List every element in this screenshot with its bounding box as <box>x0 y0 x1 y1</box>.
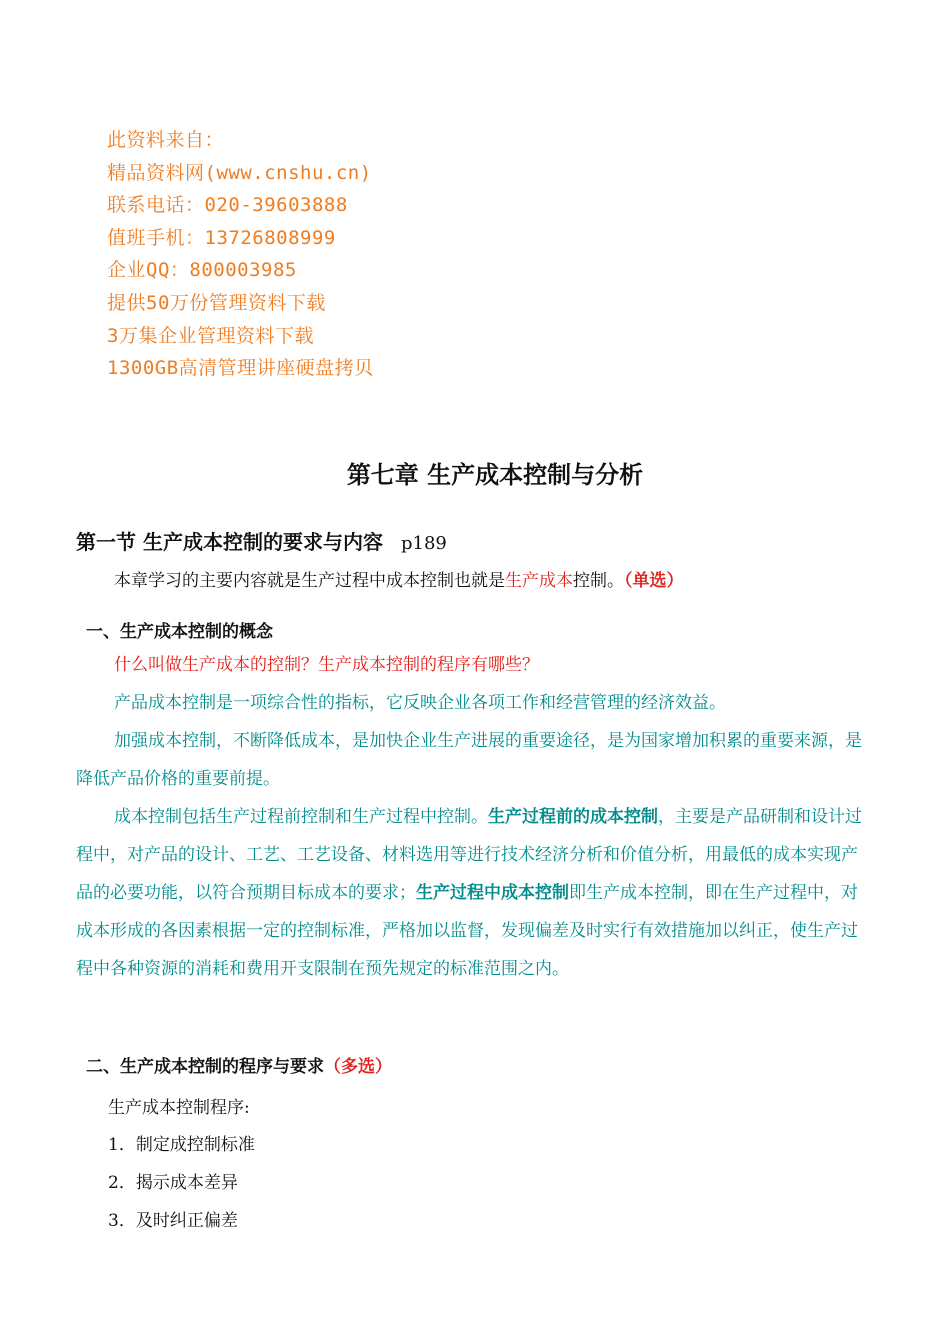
part1-question: 什么叫做生产成本的控制？生产成本控制的程序有哪些？ <box>114 655 539 675</box>
intro-text: 本章学习的主要内容就是生产过程中成本控制也就是 <box>114 571 505 591</box>
part1-heading: 一、生产成本控制的概念 <box>86 622 273 642</box>
part2-tag: （多选） <box>324 1057 392 1077</box>
part1-paragraph-2: 加强成本控制，不断降低成本，是加快企业生产进展的重要途径，是为国家增加积累的重要来源，是降低产品价格的重要前提。 <box>76 731 862 789</box>
promo-line: 企业QQ：800003985 <box>107 259 297 282</box>
program-label: 生产成本控制程序: <box>108 1098 250 1118</box>
list-item: 3．及时纠正偏差 <box>108 1211 238 1231</box>
section-title: 第一节 生产成本控制的要求与内容 <box>76 530 383 554</box>
p3-emphasis-pre: 生产过程前的成本控制 <box>488 807 658 827</box>
part2-heading-text: 二、生产成本控制的程序与要求 <box>86 1057 324 1077</box>
promo-line: 联系电话：020-39603888 <box>107 194 348 217</box>
intro-highlight: 生产成本 <box>505 571 573 591</box>
list-item: 1．制定成控制标准 <box>108 1135 255 1155</box>
part2-heading <box>86 1052 392 1077</box>
p3-emphasis-in: 生产过程中成本控制 <box>416 883 569 903</box>
promo-line: 3万集企业管理资料下载 <box>107 324 314 347</box>
promo-line: 值班手机：13726808999 <box>107 226 336 249</box>
intro-text-end: 控制。 <box>573 571 624 591</box>
list-item: 2．揭示成本差异 <box>108 1173 238 1193</box>
p3-text-c: ，主要是产品研制和设计过程中，对产品的设计、工艺、工艺设备、材料选用等进行技术经济分析和价值分析，用最低的成本实现产品的必要功能，以符合预期目标成本的要求； <box>76 807 862 903</box>
chapter-title: 第七章 生产成本控制与分析 <box>346 460 644 489</box>
promo-line: 1300GB高清管理讲座硬盘拷贝 <box>107 357 374 380</box>
promo-line: 提供50万份管理资料下载 <box>107 291 326 314</box>
part1-paragraph-3 <box>76 798 866 988</box>
promo-block <box>107 124 374 385</box>
question-type-tag: （单选） <box>624 571 684 591</box>
part1-paragraph-1: 产品成本控制是一项综合性的指标，它反映企业各项工作和经营管理的经济效益。 <box>114 693 726 713</box>
promo-line: 此资料来自： <box>107 129 225 151</box>
p3-text-a: 成本控制包括生产过程前控制和生产过程中控制。 <box>114 807 488 827</box>
section-heading <box>76 526 447 555</box>
promo-line: 精品资料网(www.cnshu.cn) <box>107 161 372 184</box>
p3-text-e: 即生产成本控制，即在生产过程中，对成本形成的各因素根据一定的控制标准，严格加以监督，发现偏差及时实行有效措施加以纠正，使生产过程中各种资源的消耗和费用开支限制在预先规定的标准范围之内。 <box>76 883 858 979</box>
page-reference: p189 <box>400 533 447 554</box>
intro-paragraph <box>76 562 866 600</box>
